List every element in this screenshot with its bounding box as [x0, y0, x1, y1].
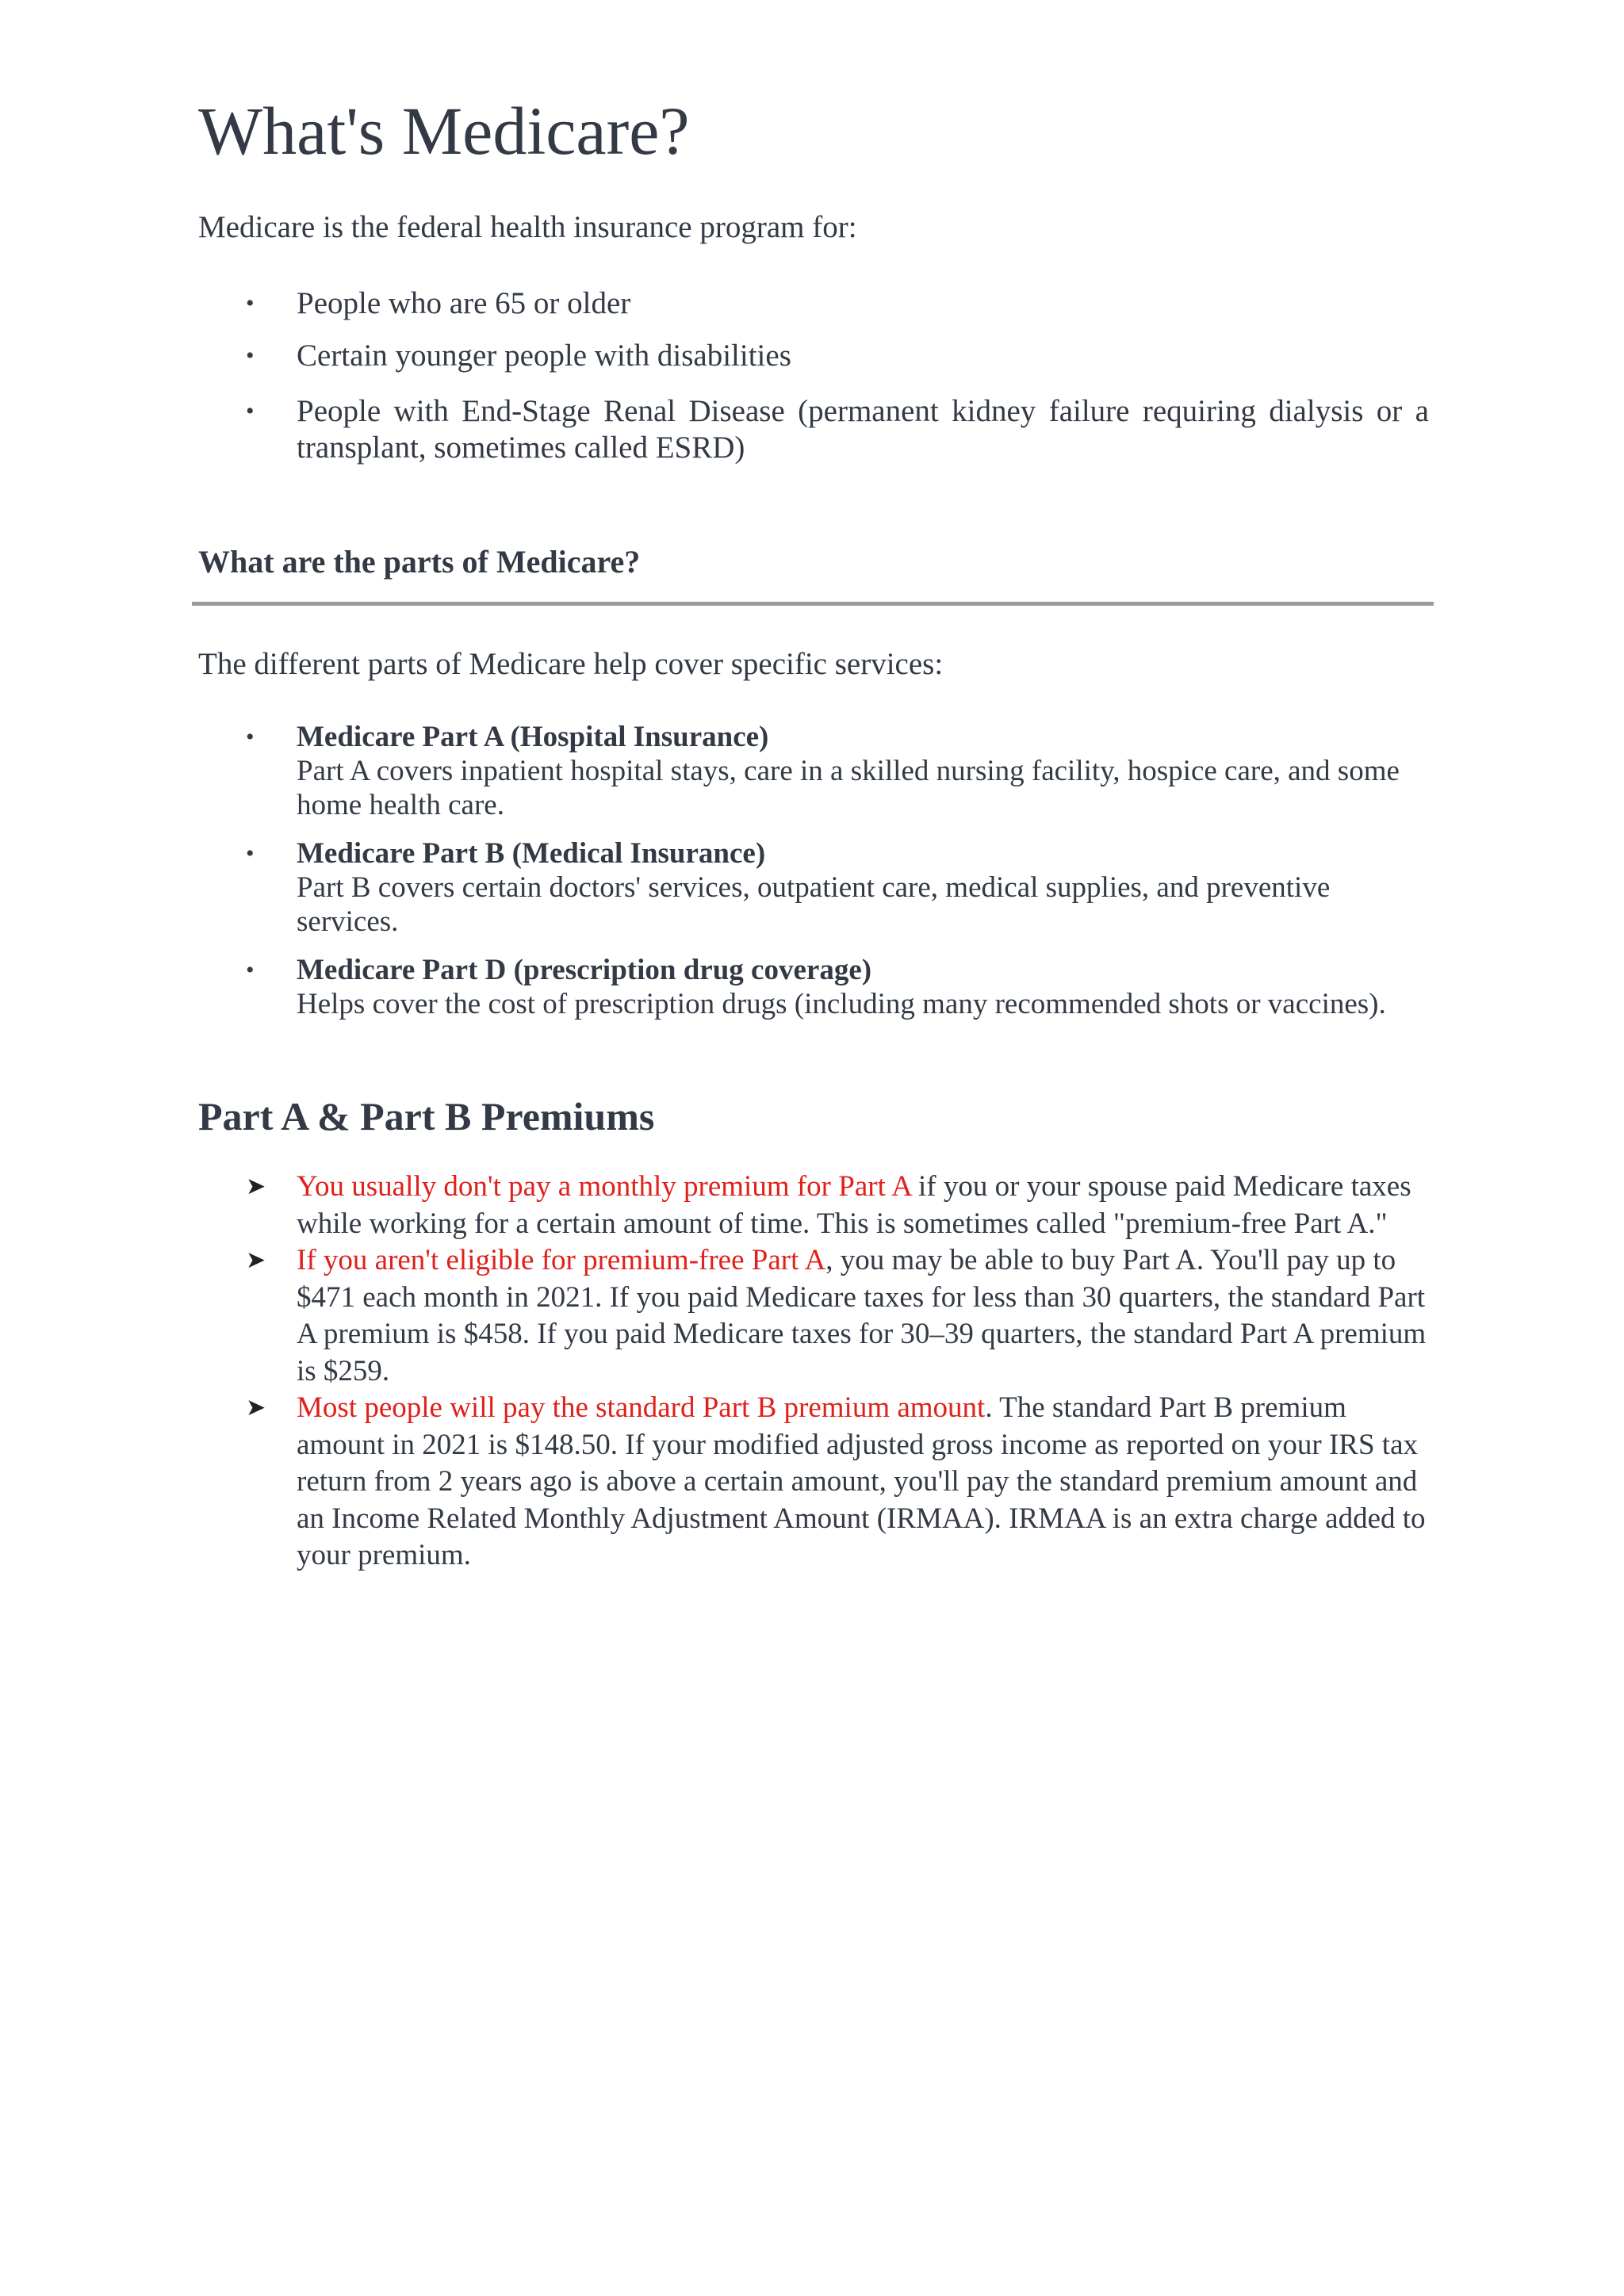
intro-text: Medicare is the federal health insurance program for: — [198, 210, 857, 244]
part-item — [198, 720, 1429, 822]
section-divider — [192, 602, 1434, 606]
premium-item — [198, 1242, 1429, 1390]
arrow-bullet-icon: ➤ — [246, 1394, 266, 1422]
part-name: • Medicare Part D (prescription drug coverage) — [297, 954, 872, 986]
eligibility-list — [198, 285, 1429, 482]
premiums-heading: Part A & Part B Premiums — [198, 1094, 655, 1138]
part-description: Helps cover the cost of prescription drugs (including many recommended shots or vaccines). — [297, 988, 1386, 1020]
premium-text: if you or your spouse paid Medicare taxes while working for a certain amount of time. This is sometimes called "premium-free Part A." — [297, 1170, 1411, 1240]
part-name: • Medicare Part A (Hospital Insurance) — [297, 721, 769, 753]
parts-list — [198, 720, 1429, 1035]
arrow-bullet-icon: ➤ — [246, 1173, 266, 1200]
premium-text: , you may be able to buy Part A. You'll pay up to $471 each month in 2021. If you paid Medicare taxes for less than 30 quarters, the standard Part A premium is $458. If you paid Medicare taxes for 30–39 quarters, the standard Part A premium is $259. — [297, 1244, 1427, 1387]
arrow-bullet-icon: ➤ — [246, 1246, 266, 1274]
premiums-list — [198, 1169, 1429, 1575]
premium-highlight: Most people will pay the standard Part B premium amount — [297, 1391, 986, 1424]
premium-text: . The standard Part B premium amount in 2021 is $148.50. If your modified adjusted gross income as reported on your IRS tax return from 2 years ago is above a certain amount, you'll pay the standard premium amount and an Income Related Monthly Adjustment Amount (IRMAA). IRMAA is an extra charge added to your premium. — [297, 1391, 1426, 1571]
premium-item — [198, 1169, 1429, 1242]
part-item — [198, 953, 1429, 1021]
premium-highlight: If you aren't eligible for premium-free Part A — [297, 1244, 826, 1276]
list-item: • People with End-Stage Renal Disease (permanent kidney failure requiring dialysis or a transplant, sometimes called ESRD) — [198, 393, 1429, 466]
part-description: Part A covers inpatient hospital stays, care in a skilled nursing facility, hospice care, and some home health care. — [297, 755, 1400, 821]
part-name: • Medicare Part B (Medical Insurance) — [297, 837, 766, 870]
premium-item — [198, 1390, 1429, 1575]
part-item — [198, 836, 1429, 939]
list-item: • Certain younger people with disabilities — [198, 338, 1429, 374]
part-description: Part B covers certain doctors' services, outpatient care, medical supplies, and preventive services. — [297, 871, 1331, 938]
premium-highlight: You usually don't pay a monthly premium for Part A — [297, 1170, 911, 1203]
page-title: What's Medicare? — [198, 93, 690, 169]
parts-heading: What are the parts of Medicare? — [198, 544, 641, 580]
parts-intro-text: The different parts of Medicare help cover specific services: — [198, 647, 944, 681]
list-item: • People who are 65 or older — [198, 285, 1429, 322]
